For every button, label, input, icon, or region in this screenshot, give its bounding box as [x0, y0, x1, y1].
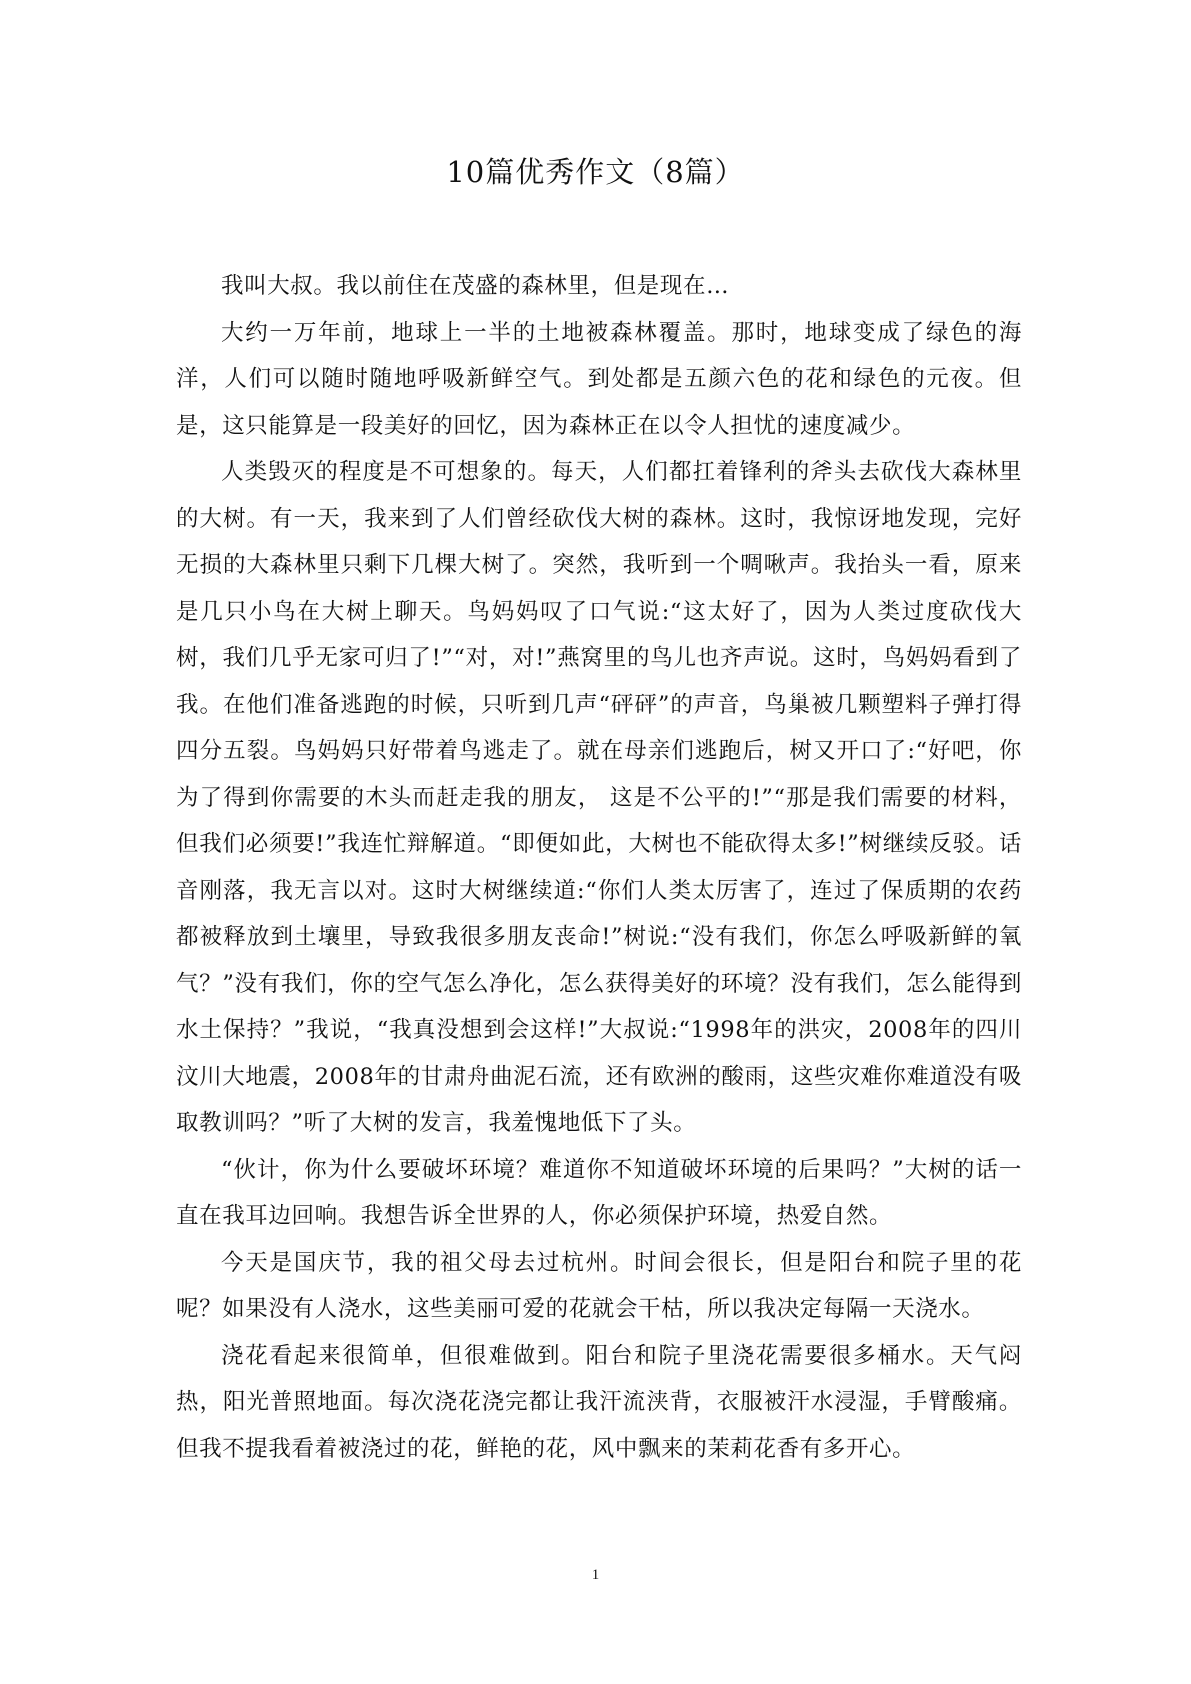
paragraph-tree-appeal: “伙计，你为什么要破坏环境？难道你不知道破坏环境的后果吗？”大树的话一直在我耳边回响。我想告诉全世界的人，你必须保护环境，热爱自然。 [176, 1156, 1022, 1229]
paragraph-intro: 我叫大叔。我以前住在茂盛的森林里，但是现在… [221, 273, 730, 299]
paragraph-watering-flowers: 浇花看起来很简单，但很难做到。阳台和院子里浇花需要很多桶水。天气闷热，阳光普照地面。每次浇花浇完都让我汗流浃背，衣服被汗水浸湿，手臂酸痛。但我不提我看着被浇过的花，鲜艳的花，风中飘来的茉莉花香有多开心。 [176, 1342, 1022, 1462]
paragraph-tree-dialogue: 人类毁灭的程度是不可想象的。每天，人们都扛着锋利的斧头去砍伐大森林里的大树。有一天，我来到了人们曾经砍伐大树的森林。这时，我惊讶地发现，完好无损的大森林里只剩下几棵大树了。突然，我听到一个啁啾声。我抬头一看，原来是几只小鸟在大树上聊天。鸟妈妈叹了口气说:“这太好了，因为人类过度砍伐大树，我们几乎无家可归了!”“对，对!”燕窝里的鸟儿也齐声说。这时，鸟妈妈看到了我。在他们准备逃跑的时候，只听到几声“砰砰”的声音，鸟巢被几颗塑料子弹打得四分五裂。鸟妈妈只好带着鸟逃走了。就在母亲们逃跑后，树又开口了:“好吧，你为了得到你需要的木头而赶走我的朋友， 这是不公平的!”“那是我们需要的材料，但我们必须要!”我连忙辩解道。“即便如此，大树也不能砍得太多!”树继续反驳。话音刚落，我无言以对。这时大树继续道:“你们人类太厉害了，连过了保质期的农药都被释放到土壤里，导致我很多朋友丧命!”树说:“没有我们，你怎么呼吸新鲜的氧气？”没有我们，你的空气怎么净化，怎么获得美好的环境？没有我们，怎么能得到水土保持？”我说，“我真没想到会这样!”大叔说:“1998年的洪灾，2008年的四川汶川大地震，2008年的甘肃舟曲泥石流，还有欧洲的酸雨，这些灾难你难道没有吸取教训吗？”听了大树的发言，我羞愧地低下了头。 [176, 459, 1022, 1136]
paragraph-national-day: 今天是国庆节，我的祖父母去过杭州。时间会很长，但是阳台和院子里的花呢？如果没有人浇水，这些美丽可爱的花就会干枯，所以我决定每隔一天浇水。 [176, 1249, 1022, 1322]
document-title: 10篇优秀作文（8篇） [446, 155, 745, 189]
paragraph-forest-history: 大约一万年前，地球上一半的土地被森林覆盖。那时，地球变成了绿色的海洋，人们可以随时随地呼吸新鲜空气。到处都是五颜六色的花和绿色的元夜。但是，这只能算是一段美好的回忆，因为森林正在以令人担忧的速度减少。 [176, 319, 1022, 439]
document-body [176, 263, 1022, 1472]
page-number: 1 [591, 1567, 600, 1583]
